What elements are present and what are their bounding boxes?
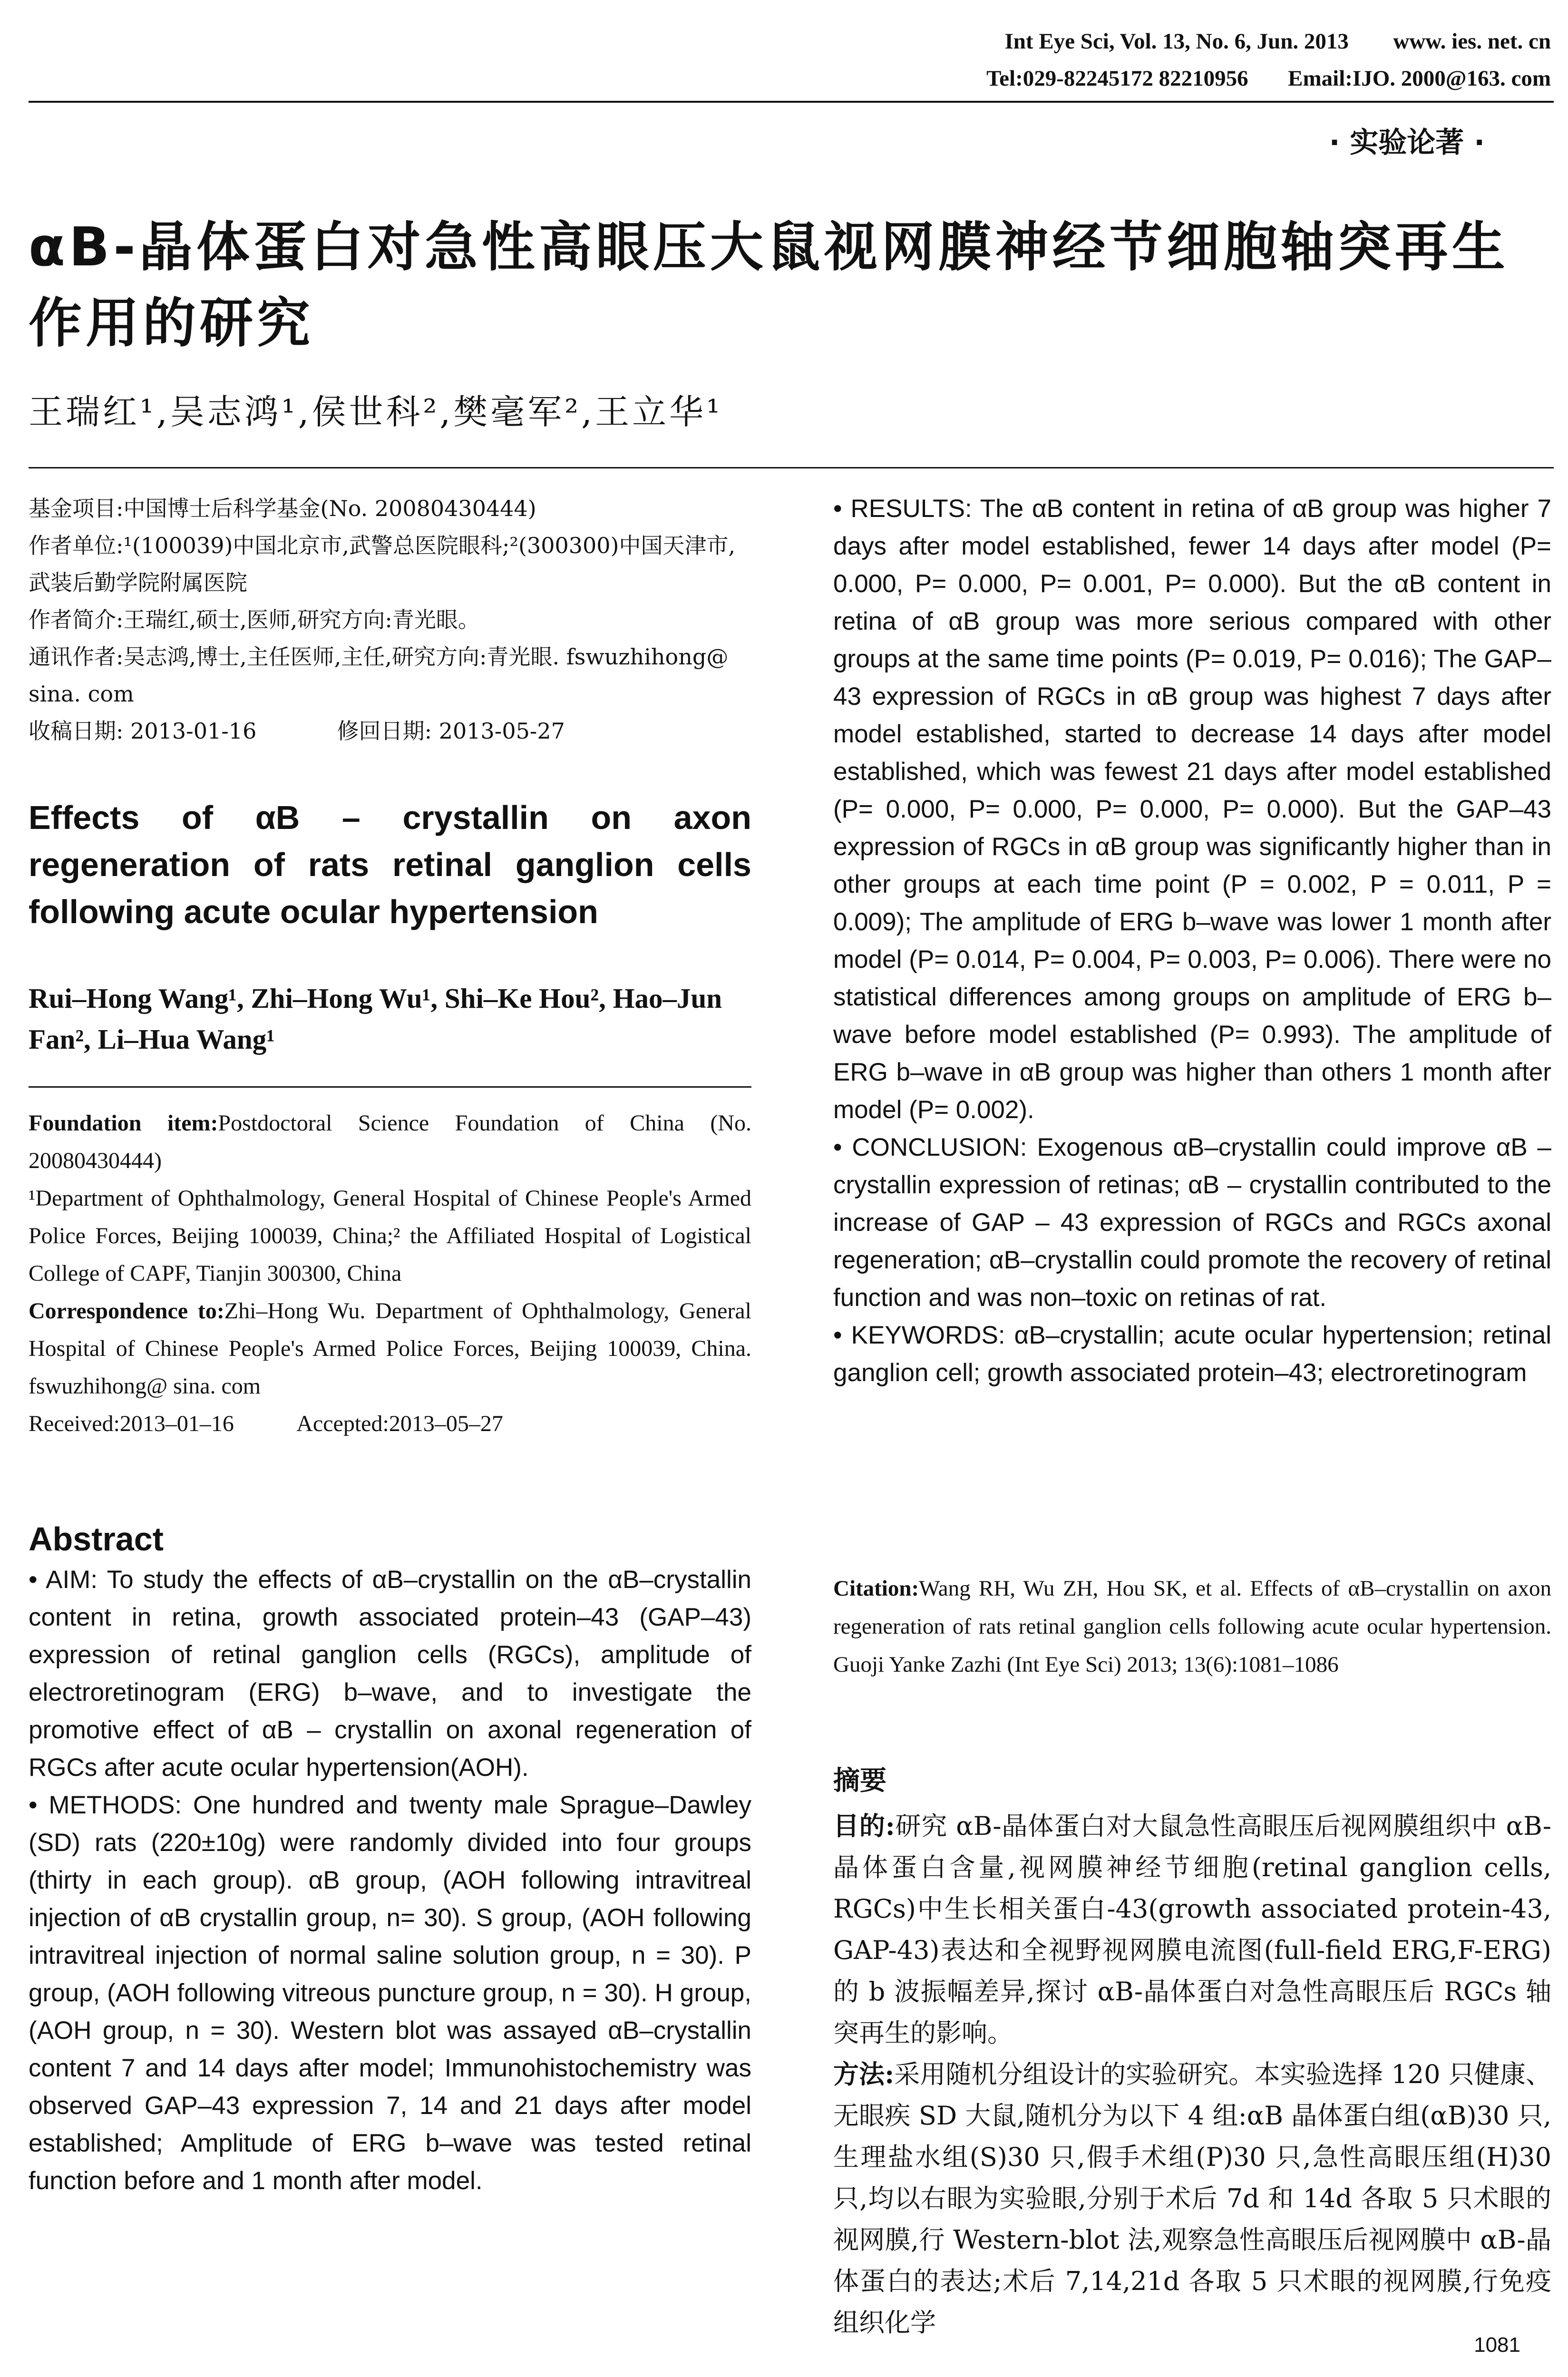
en-foundation: Foundation item:Postdoctoral Science Foundation of China (No. 20080430444) <box>29 1111 752 1173</box>
abstract-conclusion: • CONCLUSION: Exogenous αB–crystallin could improve αB – crystallin expression of retinas; αB – crystallin contributed to the increase of GAP – 43 expression of RGCs and RGCs axonal regeneration; αB–crystallin could promote the recovery of retinal function and was non–toxic on retinas of rat. <box>833 1133 1551 1312</box>
abstract-methods: • METHODS: One hundred and twenty male Sprague–Dawley (SD) rats (220±10g) were randomly divided into four groups (thirty in each group). αB group, (AOH following intravitreal injection of αB crystallin group, n= 30). S group, (AOH following intravitreal injection of normal saline solution group, n = 30). P group, (AOH following vitreous puncture group, n = 30). H group, (AOH group, n = 30). Western blot was assayed αB–crystallin content 7 and 14 days after model; Immunohistochemistry was observed GAP–43 expression 7, 14 and 21 days after model established; Amplitude of ERG b–wave was tested retinal function before and 1 month after model. <box>29 1791 751 2195</box>
title-rule <box>29 467 1554 468</box>
citation-label: Citation: <box>833 1576 919 1601</box>
journal-header <box>986 23 1551 97</box>
cn-received: 收稿日期: 2013-01-16 <box>29 718 257 744</box>
cn-dates <box>29 712 751 750</box>
cn-correspondence: 通讯作者:吴志鸿,博士,主任医师,主任,研究方向:青光眼. fswuzhihong@ sina. com <box>29 644 729 707</box>
cn-abstract <box>833 1805 1551 2343</box>
journal-tel: Tel:029-82245172 82210956 <box>986 66 1248 91</box>
abstract-heading: Abstract <box>29 1520 164 1558</box>
abstract-left <box>29 1561 751 2200</box>
cn-abstract-methods: 方法:采用随机分组设计的实验研究。本实验选择 120 只健康、无眼疾 SD 大鼠,随机分为以下 4 组:αB 晶体蛋白组(αB)30 只,生理盐水组(S)30 只,假手术组(P)30 只,急性高眼压组(H)30 只,均以右眼为实验眼,分别于术后 7d 和 14d 各取 5 只术眼的视网膜,行 Western-blot 法,观察急性高眼压后视网膜中 αB-晶体蛋白的表达;术后 7,14,21d 各取 5 只术眼的视网膜,行免疫组织化学 <box>833 2059 1551 2338</box>
cn-affiliation: 作者单位:¹(100039)中国北京市,武警总医院眼科;²(300300)中国天津市,武装后勤学院附属医院 <box>29 533 736 595</box>
title-cn: αB-晶体蛋白对急性高眼压大鼠视网膜神经节细胞轴突再生作用的研究 <box>29 216 1509 354</box>
abstract-results: • RESULTS: The αB content in retina of αB group was higher 7 days after model established, fewer 14 days after model (P= 0.000, P= 0.000, P= 0.001, P= 0.000). But the αB content in retina of αB group was more serious compared with other groups at the same time points (P= 0.019, P= 0.016); The GAP–43 expression of RGCs in αB group was highest 7 days after model established, started to decrease 14 days after model established, which was fewest 21 days after model established (P= 0.000, P= 0.000, P= 0.000, P= 0.000). But the GAP–43 expression of RGCs in αB group was significantly higher than in other groups at each time point (P = 0.002, P = 0.011, P = 0.009); The amplitude of ERG b–wave was lower 1 month after model (P= 0.014, P= 0.004, P= 0.003, P= 0.006). There were no statistical differences among groups on amplitude of ERG b–wave before model established (P= 0.993). The amplitude of ERG b–wave in αB group was higher than others 1 month after model (P= 0.002). <box>833 495 1551 1124</box>
header-rule <box>29 101 1554 103</box>
cn-revised: 修回日期: 2013-05-27 <box>337 718 565 744</box>
en-dates <box>29 1405 751 1442</box>
journal-email: Email:IJO. 2000@163. com <box>1288 66 1551 91</box>
abstract-right <box>833 490 1551 1392</box>
cn-meta-block <box>29 490 751 750</box>
title-en: Effects of αB – crystallin on axon regeneration of rats retinal ganglion cells following acute ocular hypertension <box>29 799 751 930</box>
authors-rule <box>29 1086 751 1088</box>
en-accepted: Accepted:2013–05–27 <box>296 1411 503 1436</box>
page-number: 1081 <box>1474 2333 1520 2357</box>
citation <box>833 1569 1551 1684</box>
cn-abstract-heading: 摘要 <box>833 1765 886 1796</box>
en-correspondence: Correspondence to:Zhi–Hong Wu. Department of Ophthalmology, General Hospital of Chinese People's Armed Police Forces, Beijing 100039, China. fswuzhihong@ sina. com <box>29 1298 751 1399</box>
cn-foundation: 基金项目:中国博士后科学基金(No. 20080430444) <box>29 496 536 521</box>
en-received: Received:2013–01–16 <box>29 1411 234 1436</box>
authors-en: Rui–Hong Wang¹, Zhi–Hong Wu¹, Shi–Ke Hou², Hao–Jun Fan², Li–Hua Wang¹ <box>29 983 722 1055</box>
journal-line: Int Eye Sci, Vol. 13, No. 6, Jun. 2013 <box>1004 29 1349 54</box>
section-tag: · 实验论著 · <box>1329 126 1485 159</box>
cn-author-intro: 作者简介:王瑞红,硕士,医师,研究方向:青光眼。 <box>29 607 480 633</box>
abstract-aim: • AIM: To study the effects of αB–crystallin on the αB–crystallin content in retina, growth associated protein–43 (GAP–43) expression of retinal ganglion cells (RGCs), amplitude of electroretinogram (ERG) b–wave, and to investigate the promotive effect of αB – crystallin on axonal regeneration of RGCs after acute ocular hypertension(AOH). <box>29 1566 751 1782</box>
citation-text: Wang RH, Wu ZH, Hou SK, et al. Effects of αB–crystallin on axon regeneration of rats retinal ganglion cells following acute ocular hypertension. Guoji Yanke Zazhi (Int Eye Sci) 2013; 13(6):1081–1086 <box>833 1576 1551 1677</box>
journal-website: www. ies. net. cn <box>1393 29 1551 54</box>
en-meta-block <box>29 1104 751 1442</box>
abstract-keywords: • KEYWORDS: αB–crystallin; acute ocular hypertension; retinal ganglion cell; growth associated protein–43; electroretinogram <box>833 1321 1551 1387</box>
en-affiliation: ¹Department of Ophthalmology, General Hospital of Chinese People's Armed Police Forces, Beijing 100039, China;² the Affiliated Hospital of Logistical College of CAPF, Tianjin 300300, China <box>29 1186 751 1286</box>
authors-cn: 王瑞红¹,吴志鸿¹,侯世科²,樊毫军²,王立华¹ <box>29 392 723 432</box>
cn-abstract-aim: 目的:研究 αB-晶体蛋白对大鼠急性高眼压后视网膜组织中 αB-晶体蛋白含量,视网膜神经节细胞(retinal ganglion cells, RGCs)中生长相关蛋白-43(growth associated protein-43, GAP-43)表达和全视野视网膜电流图(full-field ERG,F-ERG)的 b 波振幅差异,探讨 αB-晶体蛋白对急性高眼压后 RGCs 轴突再生的影响。 <box>833 1811 1552 2048</box>
